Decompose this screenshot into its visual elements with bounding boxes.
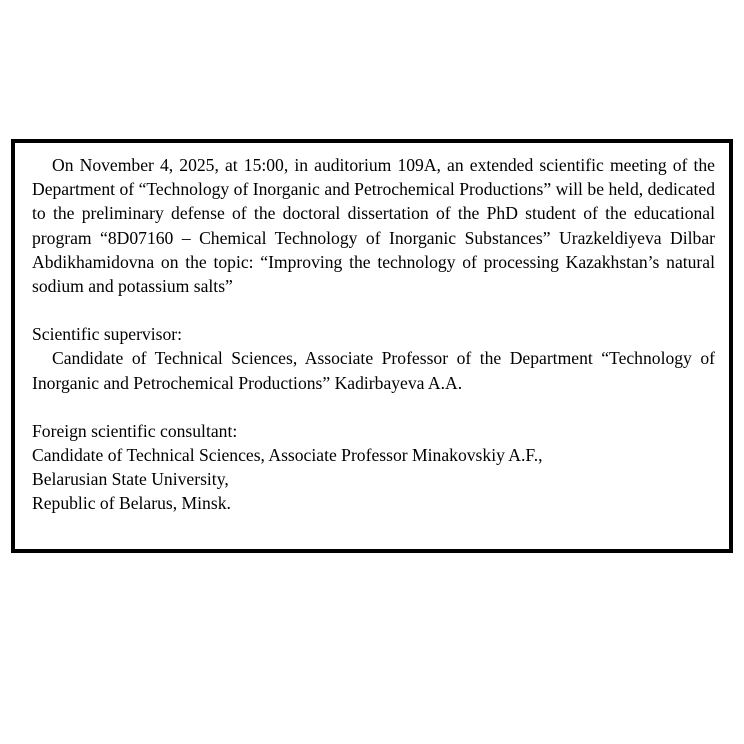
foreign-consultant-label: Foreign scientific consultant: (32, 420, 238, 441)
foreign-consultant-affiliation: Belarusian State University, (32, 469, 229, 490)
scientific-supervisor-details: Candidate of Technical Sciences, Associate Professor of the Department “Technology of Inorganic and Petrochemical Productions” Kadirbayeva A.A. (32, 348, 715, 393)
announcement-paragraph: On November 4, 2025, at 15:00, in auditorium 109A, an extended scientific meeting of the Department of “Technology of Inorganic and Petrochemical Productions” will be held, dedicated to the preliminary defense of the doctoral dissertation of the PhD student of the educational program “8D07160 – Chemical Technology of Inorganic Substances” Urazkeldiyeva Dilbar Abdikhamidovna on the topic: “Improving the technology of processing Kazakhstan’s natural sodium and potassium salts” (32, 155, 715, 297)
foreign-consultant-details: Candidate of Technical Sciences, Associate Professor Minakovskiy A.F., (32, 445, 543, 466)
announcement-notice-box (11, 139, 733, 553)
notice-content (15, 143, 729, 516)
paragraph-spacer-2 (32, 395, 715, 419)
foreign-consultant-country: Republic of Belarus, Minsk. (32, 493, 231, 514)
scientific-supervisor-label: Scientific supervisor: (32, 324, 183, 345)
paragraph-spacer-1 (32, 298, 715, 322)
